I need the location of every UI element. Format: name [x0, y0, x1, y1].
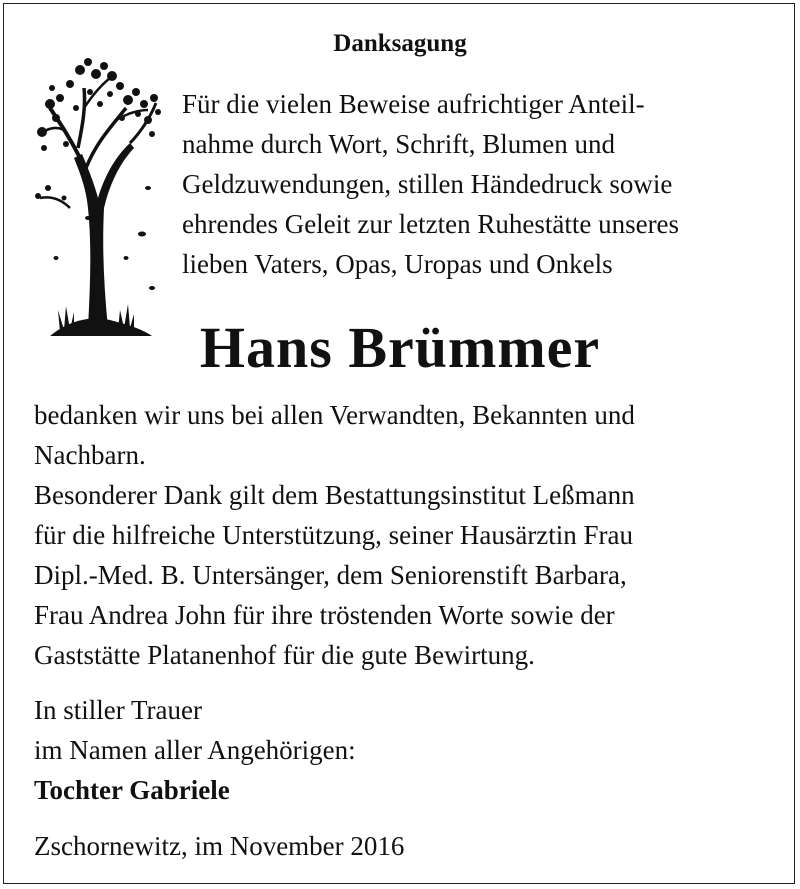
intro-line: ehrendes Geleit zur letzten Ruhestätte unseres [182, 209, 680, 239]
intro-line: nahme durch Wort, Schrift, Blumen und [182, 129, 616, 159]
thanks-line: Besonderer Dank gilt dem Bestattungsinstitut Leßmann [34, 480, 635, 510]
notice-heading: Danksagung [333, 30, 467, 57]
place-date: Zschornewitz, im November 2016 [34, 831, 405, 861]
thanks-text [34, 395, 794, 675]
closing-block [34, 690, 774, 810]
signer-name: Tochter Gabriele [34, 775, 230, 805]
mourning-line: In stiller Trauer [34, 695, 202, 725]
thanks-line: Frau Andrea John für ihre tröstenden Worte sowie der [34, 600, 615, 630]
intro-line: Geldzuwendungen, stillen Händedruck sowie [182, 169, 673, 199]
thanks-line: Gaststätte Platanenhof für die gute Bewirtung. [34, 640, 535, 670]
tree-icon [30, 48, 170, 348]
thanks-line: für die hilfreiche Unterstützung, seiner Hausärztin Frau [34, 520, 634, 550]
intro-line: Für die vielen Beweise aufrichtiger Anteil- [182, 89, 645, 119]
intro-line: lieben Vaters, Opas, Uropas und Onkels [182, 249, 613, 279]
thanks-line: Nachbarn. [34, 440, 146, 470]
thanks-line: bedanken wir uns bei allen Verwandten, Bekannten und [34, 400, 635, 430]
relatives-line: im Namen aller Angehörigen: [34, 735, 356, 765]
intro-text [182, 84, 792, 284]
thanks-line: Dipl.-Med. B. Untersänger, dem Seniorenstift Barbara, [34, 560, 627, 590]
deceased-name: Hans Brümmer [199, 315, 601, 380]
